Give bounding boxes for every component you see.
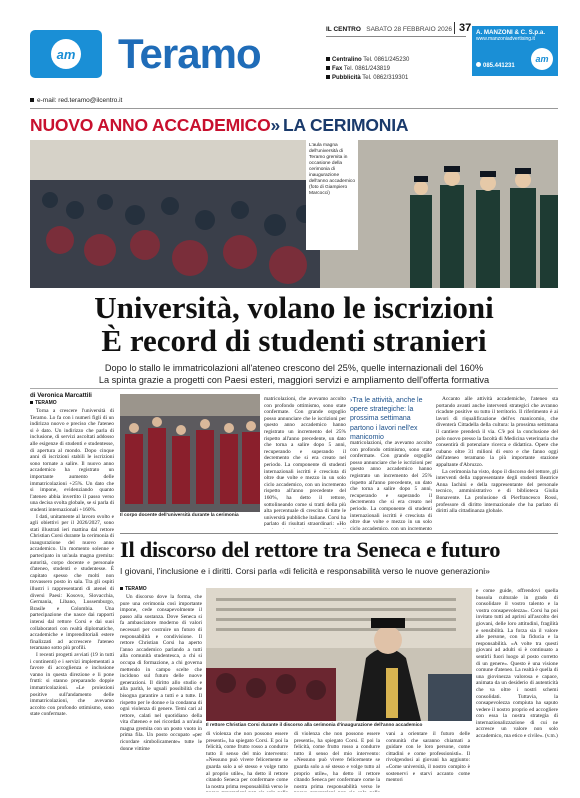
section-rule	[120, 533, 558, 534]
byline-author: di Veronica Marcattili	[30, 392, 92, 399]
paper-line	[326, 26, 452, 33]
quote-text: Tra le attività, anche le opere strategiche: la prossima settimana partono i lavori nell'ex manicomio	[350, 397, 423, 441]
main-headline	[30, 291, 558, 357]
email-text: e-mail: red.teramo@ilcentro.it	[37, 97, 123, 104]
main-column-1	[30, 408, 114, 792]
contact-bullet	[326, 75, 330, 79]
second-col5-para: e come guide, offrendovi quella bussola culturale in grado di consolidare il vostro talento e la vostra consapevolezza». Corsi ha poi invitato tutti ad aprirsi all'ascolto dei giovani, delle loro attitudini, fragilità e sensibilità. La forza sia il valore alle persone, con la fiducia e la responsabilità. «A volte tra questi giovani ad adulti si è continuato a sentirli fuori luogo al posto corretto di un genere». Questo è una visione comune d'ateneo. La realtà è quella di una giovinezza valorosa e capace, animata da un desiderio di autenticità che va oltre i nostri schemi consolidati. Tuttavia, la consapevolezza compiuta ha saputo vedere il nostro proprio ed accogliere con essa la nostra strategia di internazionalizzazione di cui ne accresce un valore non solo accademico, ma etico e civile». (v.m.)	[476, 588, 558, 740]
photo-caption-box	[306, 140, 358, 250]
faculty-image	[120, 394, 260, 512]
main-col3-para: matricolazioni, che avevamo accolto con profondo ottimismo, sono state confermate. Con grande orgoglio posso annunciare che le iscrizioni per questo anno accademico hanno registrato un incremento del 25% rispetto all'anno precedente, un dato che torna a salire dopo 5 anni, recuperando e superando il decremento che si era creato nel periodo. La componente di studenti internazionali iscritti è cresciuta di oltre due volte e mezzo in un solo ciclo accademico, con un incremento	[350, 440, 432, 530]
email-line	[30, 97, 122, 104]
issue-date: SABATO 28 FEBBRAIO 2026	[366, 26, 452, 33]
main-col1-para: I recenti progetti avviati (19 in tutti i continenti) e i servizi implementati a favore di accoglienza e inclusione vanno in questa direzione e li pone frutti: si stanno preparando doppie immatricolazioni. «Le proiezioni positive sull'andamento delle immatricolazioni, che avevamo accolto con profondo ottimismo, sono state confermate.	[30, 651, 114, 718]
faculty-photo	[120, 394, 260, 512]
second-col4-para: vani a orientare il futuro delle comunità che saranno chiamati a guidare con le loro persone, come cittadini e come professionisti». Il rivolgendosi ai giovani ha aggiunto: «Come università, il nostro compito è sostenervi e starvi accanto come mentori	[386, 731, 470, 784]
page-number: 37	[454, 22, 471, 34]
aula-magna-image	[30, 140, 558, 288]
contact-row: Fax Tel. 0861/243819	[326, 65, 409, 74]
main-column-2	[264, 396, 346, 529]
faculty-photo-caption: Il corpo docente dell'università durante la cerimonia	[120, 513, 239, 518]
second-col3-para: di violenza che non possono essere presenti», ha spiegato Corsi. E poi la felicità, come frutto rosso a condurre tutto il senso del mio intervento: «Nessuno può vivere felicemente se guarda solo a sé stesso e volge tutto al proprio utile», ha detto il rettore citando Seneca per confermare come la nostra prima responsabilità verso le	[294, 731, 380, 790]
phone-icon	[476, 62, 481, 67]
main-deck	[30, 362, 558, 386]
byline-place: TERAMO	[30, 400, 114, 406]
ad-url: www.manzoniadvertising.it	[476, 36, 535, 42]
kicker-main: NUOVO ANNO ACCADEMICO	[30, 115, 271, 135]
masthead-logo	[30, 30, 102, 78]
deck-rule	[30, 388, 558, 389]
kicker-sep: »	[270, 115, 281, 135]
contact-row: Pubblicità Tel. 0862/319301	[326, 74, 409, 83]
main-col4-para: La cerimonia ha visto, dopo il discorso del rettore, gli interventi della rappresentante degli studenti Beatrice Anna Iachini e della rappresentante del personale tecnico, amministrativo e di biblioteca Giulia Bonavente. La prolusione di Pierfrancesco Rossi, professore di diritto internazionale che ha parlato di diritti alla cittadinanza globale.	[436, 468, 558, 515]
second-column-1	[120, 594, 202, 792]
contact-list	[326, 56, 409, 83]
pull-quote	[350, 396, 432, 442]
email-bullet	[30, 98, 34, 102]
email-rule	[30, 108, 558, 109]
section-kicker	[30, 115, 408, 136]
main-col1-para: I dati, unitamente al lavoro svolto e agli obiettivi per il 2026/2027, sono stati illustrati ieri mattina dal rettore Christian Corsi durante la cerimonia di inaugurazione del nuovo anno accademico. Un momento solenne e partecipato in un'aula magna gremita: autorità, corpo docente e personale d'ateneo, studenti e studentesse. È capitato spesso che molti non trovassero posto in sala. Tra gli ospiti illustri i rappresentanti di atenei di diversi Paesi: Kosovo, Slovacchia, Germania, Libano, Lussemburgo, Brasile e Colombia. Una partecipazione che nasce dai rapporti intensi dal rettore Corsi e dai suoi collaboratori con realtà diplomatiche, accademiche e imprenditoriali estere finalizzati ad accrescere l'ateneo teramano sotto più profili.	[30, 513, 114, 652]
contact-row: Centralino Tel. 0861/245230	[326, 56, 409, 65]
second-place: TERAMO	[120, 586, 147, 592]
logo-text: am	[56, 46, 76, 62]
byline	[30, 392, 114, 406]
logo-badge	[51, 39, 81, 69]
aula-magna-photo	[30, 140, 558, 288]
kicker-sub: LA CERIMONIA	[283, 115, 409, 135]
ad-badge	[531, 48, 553, 70]
contact-bullet	[326, 57, 330, 61]
deck-line-1: Dopo lo stallo le immatricolazioni all'ateneo crescono del 25%, quelle internazionali del 160%	[104, 363, 484, 373]
second-col1-para: Un discorso dove la forma, che pure una cerimonia così importante impone, cede consapevolmente il passo alla sostanza. Dove Seneca si fa ambasciatore moderno di valori necessari per costruire un futuro di responsabilità e condivisione. Il rettore Christian Corsi ha aperto l'anno accademico parlando a tutti alla comunità studentesca, a chi si occupa di formazione, a chi governa mettendo in campo scelte che incidono sul futuro delle nuove generazioni. Il diritto allo studio e alla parità, le uguali possibilità che bisogna garantire a tutti e a tutte. Il rispetto per le donne e la condanna di ogni violenza di genere. Temi cari al rettore, calati nel quotidiano della vita d'ateneo e nei ricordati a un'aula magna gremita con un posto vuoto in prima fila. Un posto occupato «per ricordare simbolicamente» tutte le donne vittime	[120, 594, 202, 752]
ad-logo: am	[535, 54, 549, 64]
quote-marker-icon: ›	[350, 396, 353, 404]
main-column-3	[350, 440, 432, 530]
rector-image	[206, 588, 472, 721]
second-column-2	[206, 731, 288, 792]
second-column-3	[294, 731, 380, 792]
header-rule	[326, 36, 466, 37]
main-col1-para: Torna a crescere l'università di Teramo. Lo fa con i numeri figli di un indirizzo nuovo e preciso che l'ateneo si è dato. Un indirizzo che parla di inclusione, di servizi ascoltati addosso alle esigenze di studenti e studentesse, di apertura al mondo. Dopo cinque anni di iscrizioni stabili le iscrizioni sono tornate a salire. Il nuovo anno accademico ha registrato un importante aumento delle immatricolazioni +25%. Un dato che si impone, evidenziando quanto l'ateneo abbia invertito il passo verso una decisa svolta globale, se si parla di studenti internazionali +160%.	[30, 408, 114, 513]
second-deck: I giovani, l'inclusione e i diritti. Corsi parla «di felicità e responsabilità verso le nuove generazioni»	[120, 566, 490, 576]
ad-phone: 085.441231	[476, 62, 515, 69]
headline-line-2: È record di studenti stranieri	[101, 323, 487, 358]
deck-line-2: La spinta grazie a progetti con Paesi esteri, maggiori servizi e ampliamento dell'offerta formativa	[98, 375, 490, 385]
ad-box	[472, 26, 558, 76]
photo-caption: L'aula magna dell'università di Teramo gremita in occasione della cerimonia di inaugurazione dell'anno accademico (foto di Giampiero Marcocci)	[309, 143, 355, 196]
second-headline: Il discorso del rettore tra Seneca e futuro	[120, 537, 501, 562]
headline-line-1: Università, volano le iscrizioni	[94, 290, 494, 325]
paper-name: IL CENTRO	[326, 26, 361, 33]
place-bullet	[30, 401, 33, 404]
contact-bullet	[326, 66, 330, 70]
second-column-4	[386, 731, 470, 792]
rector-photo-caption: Il rettore Christian Corsi durante il discorso alla cerimonia d'inaugurazione dell'anno accademico	[206, 722, 423, 727]
main-col2-para: matricolazioni, che avevamo accolto con profondo ottimismo, sono state confermate. Con grande orgoglio posso annunciare che le iscrizioni per questo anno accademico hanno registrato un incremento del 25% rispetto all'anno precedente, un dato che torna a salire dopo 5 anni, recuperando e superando il decremento che si era creato nel periodo. La componente di studenti internazionali iscritti è cresciuta di oltre due volte e mezzo in un solo ciclo accademico, con un incremento rispetto all'anno precedente del 160%, ha detto il rettore, sottolineando come si tratti della più alta percentuale di crescita di tutte le università pubbliche italiane. Corsi ha parlato di risultati straordinari: «Ho	[264, 396, 346, 528]
main-col4-para: Accanto alle attività accademiche, l'ateneo sta portando avanti anche interventi strategici che avranno ricadute positive su tutto il territorio. Il riferimento è ai lavori di riqualificazione dell'ex manicomio, che diventerà Cittadella della cultura: la prossima settimana il cantiere prenderà il via. C'è poi la conclusione del polo nuovo presso la facoltà di Medicina veterinaria che consentirà di potenziare ricerca e didattica. Opere che cubano oltre 31 milioni di euro e che fanno oggi dell'ateneo teramano la più importante stazione appaltante d'Abruzzo.	[436, 396, 558, 468]
place-bullet	[120, 587, 123, 590]
second-column-5	[476, 588, 558, 792]
second-col2-para: di violenza che non possono essere presenti», ha spiegato Corsi. E poi la felicità, come frutto rosso a condurre tutto il senso del mio intervento: «Nessuno può vivere felicemente se guarda solo a sé stesso e volge tutto al proprio utile», ha detto il rettore citando Seneca per confermare come la nostra prima responsabilità verso le	[206, 731, 288, 790]
rector-photo	[206, 588, 472, 721]
main-column-4	[436, 396, 558, 529]
masthead-title: Teramo	[118, 30, 261, 77]
ad-company: A. MANZONI & C. S.p.a.	[476, 29, 546, 36]
